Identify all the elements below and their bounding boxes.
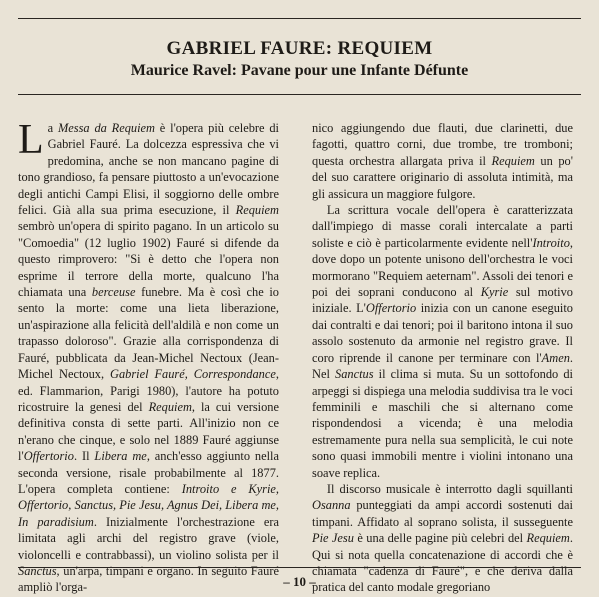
italic-run: Sanctus: [335, 367, 374, 382]
text-run: . Il: [73, 449, 95, 464]
text-run: funebre. Ma è così che io sento la morte: come una lieta liberazione, un'aspirazione alla felicità dell'aldilà e non come un trapasso doloroso". Grazie alla corrispondenza di Fauré, pubblicata da Jean-Michel Nectoux (Jean-Michel Nectoux,: [18, 285, 279, 382]
italic-run: Pie Jesu: [312, 531, 354, 546]
text-run: un po' del suo carattere originario di assoluta intimità, ma gli assicura un maggiore fulgore.: [312, 153, 573, 201]
right-paragraph-2: [312, 202, 573, 481]
italic-run: Requiem: [491, 153, 535, 168]
text-run: , ed. Flammarion, Parigi 1980), l'autore ha potuto ricostruire la genesi del: [18, 367, 279, 414]
italic-run: Requiem: [235, 203, 279, 218]
text-run: . Inizialmente l'orchestrazione era limitata agli archi del registro grave (viole, violoncelli e contrabbassi), un violino solista per il: [18, 514, 280, 562]
text-run: . Nel: [312, 350, 573, 382]
italic-run: Amen: [541, 350, 570, 365]
text-run: sembrò un'opera di spirito pagano. In un articolo su "Comoedia" (12 luglio 1902) Fauré si difende da questo rimprovero: "Si è detto che l'opera non esprime il terrore della morte, qualcuno l'ha chiamata una: [18, 219, 279, 300]
drop-cap: L: [18, 117, 44, 163]
text-run: è una delle pagine più celebri del: [353, 531, 527, 546]
italic-run: Messa da Requiem: [57, 121, 155, 135]
right-column: [312, 120, 573, 596]
italic-run: Gabriel Fauré, Correspondance: [110, 367, 276, 382]
text-run: il clima si muta. Su un sottofondo di arpeggi si dispiega una melodia suddivisa tra le voci femminili e maschili che si alternano come rispondendosi a vicenda; è una melodia estremamente pura nella sua semplicità, le cui note sono quasi immobili mentre i violini intonano una soave replica.: [312, 367, 573, 480]
italic-run: Requiem: [148, 399, 192, 414]
text-run: nico aggiungendo due flauti, due clarinetti, due fagotti, quattro corni, due trombe, tre tromboni; questa orchestra allargata priva il: [312, 121, 573, 168]
page-subtitle: Maurice Ravel: Pavane pour une Infante Défunte: [130, 62, 469, 79]
page-title: GABRIEL FAURE: REQUIEM: [166, 38, 433, 59]
italic-run: Sanctus: [18, 563, 57, 578]
text-run: sul motivo iniziale. L': [312, 285, 574, 316]
text-run: , un'arpa, timpani e organo. In seguito Fauré ampliò l'orga-: [18, 563, 279, 595]
text-run: , la cui versione definitiva consta di sette parti. All'inizio non ce n'erano che cinque, e solo nel 1889 Fauré aggiunse l': [18, 399, 279, 464]
text-run: , dove dopo un potente unisono dell'orchestra le voci mormorano "Requiem aeternam". Assoli dei tenori e poi dei soprani conducono al: [312, 235, 573, 300]
left-paragraph-1-text: [18, 117, 280, 595]
text-run: inizia con un canone eseguito dai contralti e dai tenori; poi il baritono intona il suo assolo sostenuto da armonie nel registro grave. Il coro riprende il canone per terminare con l': [312, 301, 574, 365]
text-run: è l'opera più celebre di Gabriel Fauré. La dolcezza espressiva che vi predomina, anche se non mancano pagine di tono grandioso, fa pensare piuttosto a un'evocazione degli antichi Campi Elisi, il soggiorno delle ombre felici. Già alla sua prima esecuzione, il: [18, 121, 279, 218]
text-run: a: [47, 121, 58, 135]
text-run: Il discorso musicale è interrotto dagli squillanti: [326, 481, 573, 496]
italic-run: Introito: [532, 235, 570, 250]
right-paragraph-1: [312, 120, 573, 202]
page-number: – 10 –: [283, 574, 316, 589]
text-run: La scrittura vocale dell'opera è caratterizzata dall'impiego di masse corali intercalate a parti soliste e ciò è particolarmente evidente nell': [312, 203, 573, 250]
top-rule: [18, 18, 581, 19]
italic-run: berceuse: [91, 285, 136, 300]
italic-run: Osanna: [312, 498, 351, 513]
italic-run: Kyrie: [480, 285, 509, 300]
text-run: , anch'esso aggiunto nella seconda versione, risale probabilmente al 1877. L'opera completa contiene:: [18, 449, 279, 496]
italic-run: Offertorio: [23, 449, 74, 464]
text-run: punteggiati da ampi accordi sostenuti dai timpani. Affidato al soprano solista, il susseguente: [312, 498, 573, 529]
footer-rule: [18, 567, 581, 568]
italic-run: Introito e Kyrie, Offertorio, Sanctus, Pie Jesu, Agnus Dei, Libera me, In paradisium: [18, 481, 279, 529]
header-rule: [18, 94, 581, 95]
italic-run: Offertorio: [365, 301, 417, 316]
text-run: . Qui si nota quella concatenazione di accordi che è chiamata "cadenza di Fauré", e che deriva dalla pratica del canto modale gregoriano: [312, 531, 573, 595]
italic-run: Libera me: [94, 449, 147, 464]
italic-run: Requiem: [526, 531, 570, 546]
left-paragraph-1: [18, 117, 280, 596]
left-column: [18, 117, 280, 596]
